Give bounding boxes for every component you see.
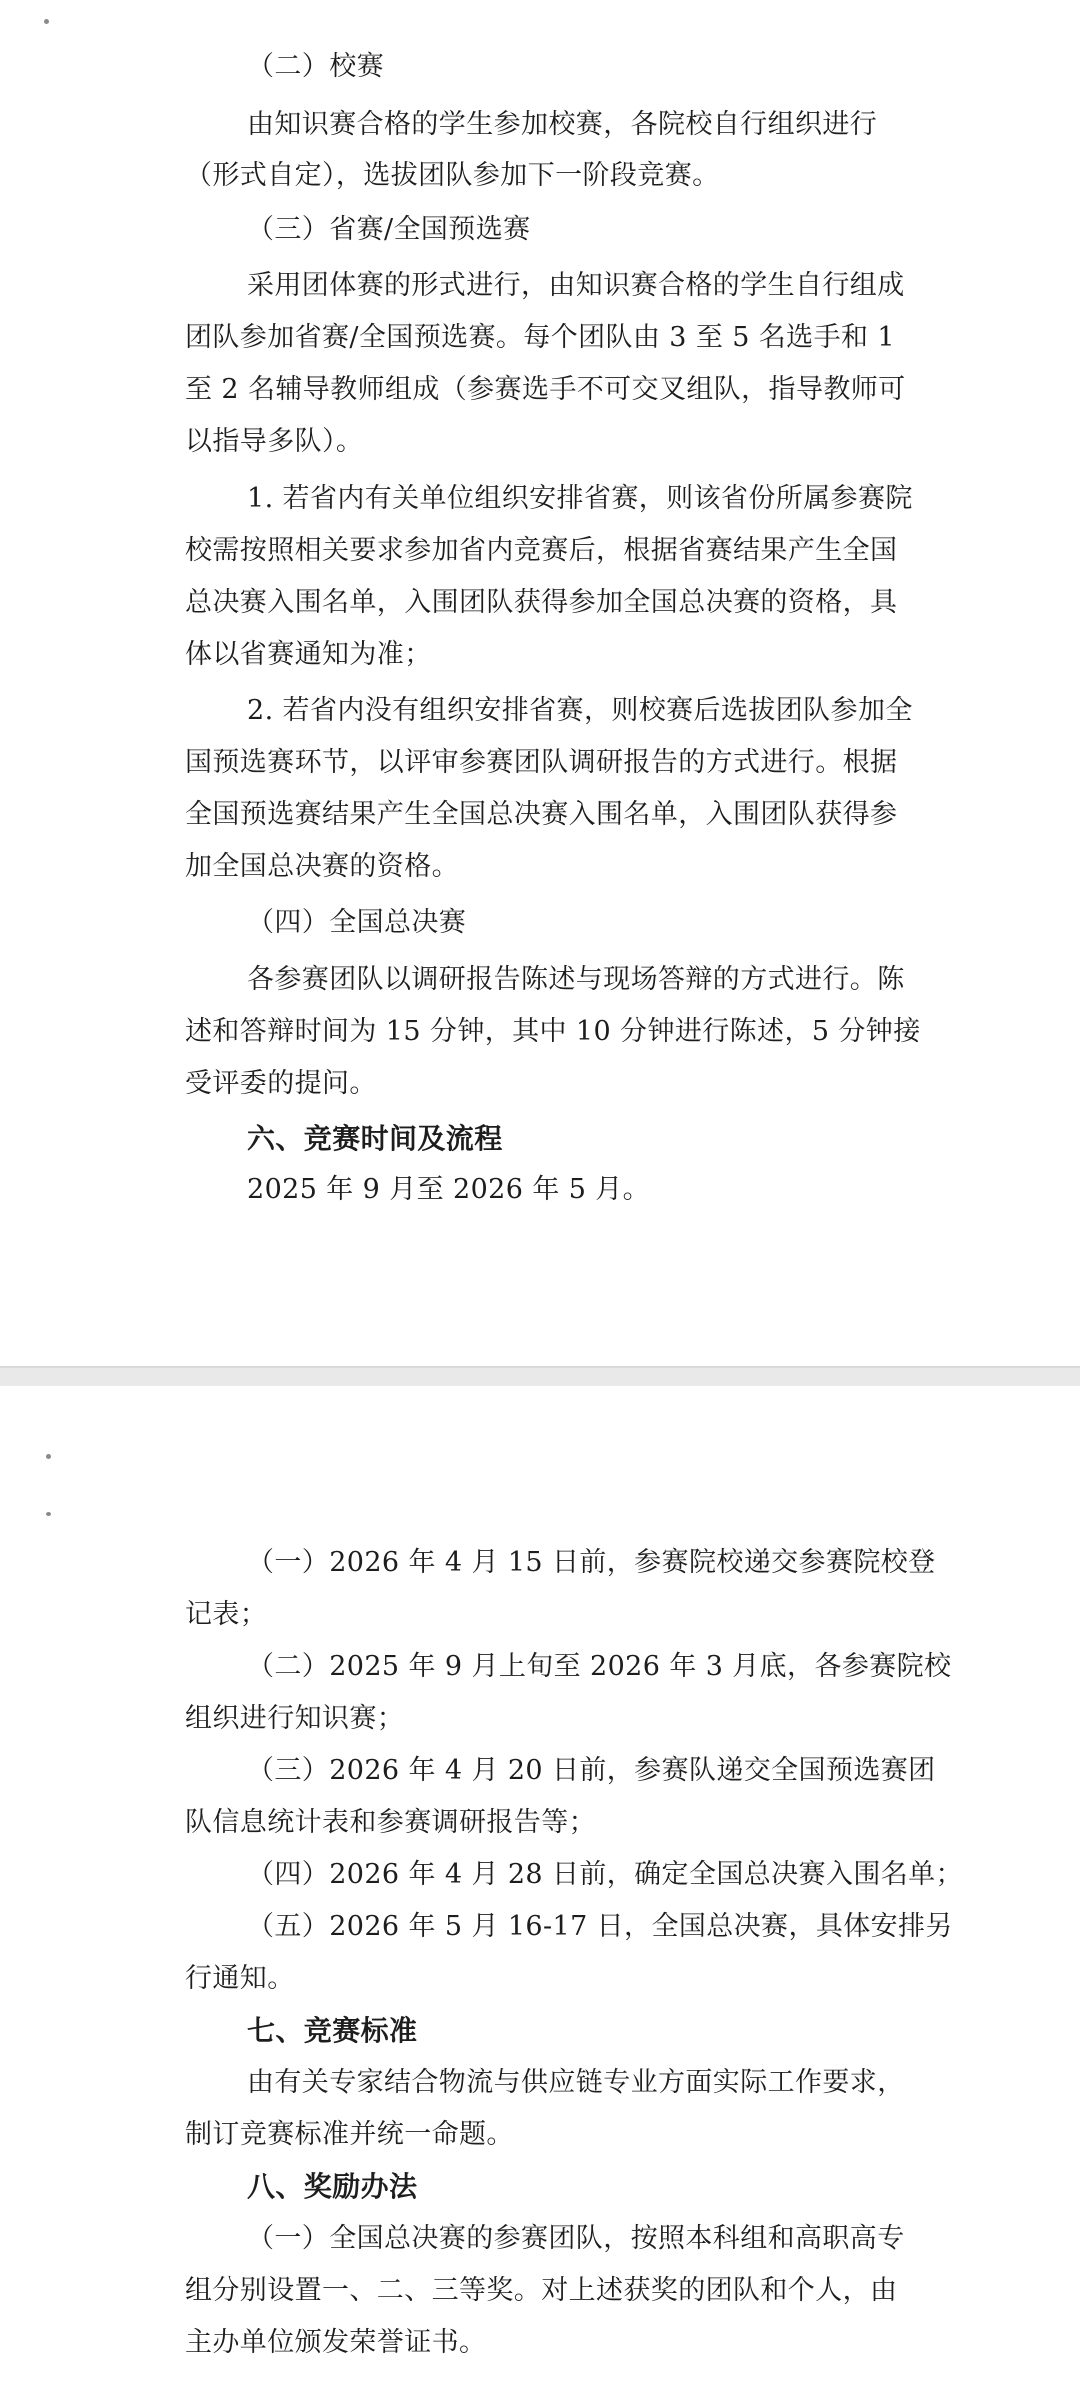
page-edge bbox=[0, 1366, 1080, 1368]
schedule-item-line: （三）2026 年 4 月 20 日前，参赛队递交全国预选赛团 bbox=[247, 1755, 936, 1786]
paragraph-line: 组分别设置一、二、三等奖。对上述获奖的团队和个人，由 bbox=[185, 2275, 898, 2306]
paragraph-line: 团队参加省赛/全国预选赛。每个团队由 3 至 5 名选手和 1 bbox=[185, 322, 895, 353]
paragraph-line: 加全国总决赛的资格。 bbox=[185, 851, 459, 882]
paragraph-line: 2025 年 9 月至 2026 年 5 月。 bbox=[247, 1174, 651, 1205]
paragraph-line: 2. 若省内没有组织安排省赛，则校赛后选拔团队参加全 bbox=[247, 695, 913, 726]
paragraph-line: 由有关专家结合物流与供应链专业方面实际工作要求， bbox=[247, 2067, 905, 2098]
paragraph-line: 校需按照相关要求参加省内竞赛后，根据省赛结果产生全国 bbox=[185, 535, 898, 566]
schedule-item-line: 队信息统计表和参赛调研报告等； bbox=[185, 1807, 596, 1838]
schedule-item-line: （四）2026 年 4 月 28 日前，确定全国总决赛入围名单； bbox=[247, 1859, 963, 1890]
schedule-item-line: （五）2026 年 5 月 16-17 日，全国总决赛，具体安排另 bbox=[247, 1911, 953, 1942]
paragraph-line: 国预选赛环节，以评审参赛团队调研报告的方式进行。根据 bbox=[185, 747, 898, 778]
scan-speck bbox=[46, 1512, 51, 1516]
paragraph-line: 各参赛团队以调研报告陈述与现场答辩的方式进行。陈 bbox=[247, 964, 905, 995]
scan-speck bbox=[46, 1454, 51, 1459]
section-heading-school-round: （二）校赛 bbox=[247, 51, 384, 82]
scan-speck bbox=[44, 19, 49, 24]
chapter-heading-standards: 七、竞赛标准 bbox=[247, 2014, 418, 2047]
paragraph-line: （形式自定），选拔团队参加下一阶段竞赛。 bbox=[185, 160, 720, 191]
paragraph-line: 体以省赛通知为准； bbox=[185, 639, 432, 670]
paragraph-line: 受评委的提问。 bbox=[185, 1068, 377, 1099]
paragraph-line: 全国预选赛结果产生全国总决赛入围名单，入围团队获得参 bbox=[185, 799, 898, 830]
paragraph-line: 主办单位颁发荣誉证书。 bbox=[185, 2327, 487, 2358]
paragraph-line: （一）全国总决赛的参赛团队，按照本科组和高职高专 bbox=[247, 2223, 905, 2254]
schedule-item-line: 组织进行知识赛； bbox=[185, 1703, 405, 1734]
schedule-item-line: （二）2025 年 9 月上旬至 2026 年 3 月底，各参赛院校 bbox=[247, 1651, 952, 1682]
schedule-item-line: （一）2026 年 4 月 15 日前，参赛院校递交参赛院校登 bbox=[247, 1547, 936, 1578]
page-gap bbox=[0, 1368, 1080, 1386]
paragraph-line: 制订竞赛标准并统一命题。 bbox=[185, 2119, 514, 2150]
paragraph-line: 述和答辩时间为 15 分钟，其中 10 分钟进行陈述，5 分钟接 bbox=[185, 1016, 921, 1047]
chapter-heading-schedule: 六、竞赛时间及流程 bbox=[247, 1122, 503, 1155]
paragraph-line: 至 2 名辅导教师组成（参赛选手不可交叉组队，指导教师可 bbox=[185, 374, 906, 405]
document-page-2 bbox=[0, 1386, 1080, 2400]
paragraph-line: 1. 若省内有关单位组织安排省赛，则该省份所属参赛院 bbox=[247, 483, 913, 514]
schedule-item-line: 记表； bbox=[185, 1599, 268, 1630]
paragraph-line: 采用团体赛的形式进行，由知识赛合格的学生自行组成 bbox=[247, 270, 905, 301]
section-heading-national-final: （四）全国总决赛 bbox=[247, 907, 467, 938]
chapter-heading-awards: 八、奖励办法 bbox=[247, 2170, 418, 2203]
section-heading-provincial-round: （三）省赛/全国预选赛 bbox=[247, 214, 531, 245]
paragraph-line: 由知识赛合格的学生参加校赛，各院校自行组织进行 bbox=[247, 109, 878, 140]
paragraph-line: 以指导多队）。 bbox=[185, 426, 364, 457]
paragraph-line: 总决赛入围名单，入围团队获得参加全国总决赛的资格，具 bbox=[185, 587, 898, 618]
schedule-item-line: 行通知。 bbox=[185, 1963, 295, 1994]
